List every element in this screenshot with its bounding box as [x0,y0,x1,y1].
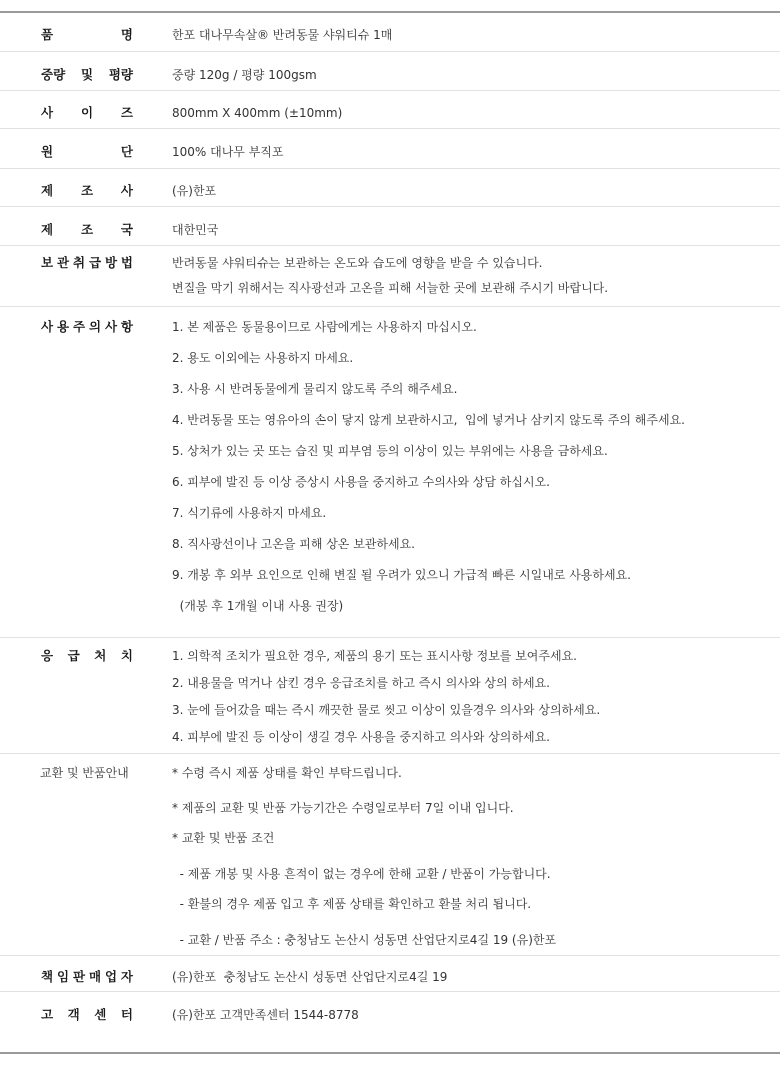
spec-label-char: 응 [41,647,54,663]
spec-value-cell [172,991,780,1030]
spec-label [41,68,133,82]
spec-label-char: 조 [80,182,94,198]
product-spec-table [0,13,780,1030]
spec-row [0,206,780,245]
spec-label-char: 매 [88,968,102,984]
spec-label-char: 즈 [120,104,133,120]
spec-row [0,168,780,206]
spec-value-cell [172,306,780,637]
spec-value-cell [172,168,780,206]
spec-label-char: 단 [120,143,133,159]
spec-value-line: 한포 대나무속살® 반려동물 샤워티슈 1매 [172,28,393,42]
spec-value-line: * 수령 즉시 제품 상태를 확인 부탁드립니다. [172,765,402,780]
spec-value-cell [172,206,780,245]
spec-value-line: 중량 120g / 평량 100gsm [172,67,317,82]
spec-label-cell [0,13,172,51]
spec-label-char: 임 [56,968,70,984]
bottom-divider [0,1052,780,1054]
spec-label [41,649,133,663]
spec-label-char: 주 [72,318,86,334]
spec-value-line: 7. 식기류에 사용하지 마세요. [172,505,327,520]
spec-label-char: 사 [41,104,54,120]
spec-value-line: 2. 용도 이외에는 사용하지 마세요. [172,350,354,365]
spec-value-line: 8. 직사광선이나 고온을 피해 상온 보관하세요. [172,536,415,551]
spec-value-line: 반려동물 샤워티슈는 보관하는 온도와 습도에 영향을 받을 수 있습니다. [172,255,543,270]
spec-label-char: 고 [41,1006,54,1022]
spec-row [0,306,780,637]
spec-label-char: 급 [67,647,80,663]
spec-label [41,145,133,159]
spec-row [0,753,780,955]
spec-label-char: 사 [104,318,118,334]
spec-label-char: 및 [80,66,94,82]
spec-label-cell [0,90,172,128]
spec-label-cell [0,128,172,168]
spec-value-line: * 교환 및 반품 조건 [172,830,275,845]
spec-value-line: (유)한포 [172,183,217,198]
spec-label-char: 판 [72,968,86,984]
spec-value-cell [172,245,780,306]
spec-label-cell [0,955,172,991]
spec-row [0,245,780,306]
spec-label-char: 제 [41,182,54,198]
spec-label-char: 방 [104,254,118,270]
spec-label [41,1008,133,1022]
spec-row [0,637,780,753]
spec-label [41,320,133,334]
spec-value-cell [172,955,780,991]
spec-label-cell [0,245,172,306]
spec-label-char: 원 [41,143,54,159]
spec-value-line: (유)한포 고객만족센터 1544-8778 [172,1007,359,1022]
spec-label-char: 객 [67,1006,80,1022]
spec-value-line: (유)한포 충청남도 논산시 성동면 산업단지로4길 19 [172,969,448,984]
spec-value-line: 1. 의학적 조치가 필요한 경우, 제품의 용기 또는 표시사항 정보를 보여주세요. [172,648,577,663]
spec-value-line: * 제품의 교환 및 반품 가능기간은 수령일로부터 7일 이내 입니다. [172,800,514,815]
spec-label [41,970,133,984]
spec-label-char: 용 [56,318,70,334]
spec-label-char: 명 [120,27,133,42]
spec-label-cell [0,753,172,955]
spec-label [41,223,133,237]
spec-value-cell [172,637,780,753]
spec-value-line: 6. 피부에 발진 등 이상 증상시 사용을 중지하고 수의사와 상담 하십시오. [172,474,550,489]
spec-value-line: 9. 개봉 후 외부 요인으로 인해 변질 될 우려가 있으니 가급적 빠른 시일내로 사용하세요. [172,567,631,582]
spec-label [41,28,133,42]
spec-value-line: 3. 눈에 들어갔을 때는 즉시 깨끗한 물로 씻고 이상이 있을경우 의사와 상의하세요. [172,702,601,717]
spec-label-char: 관 [56,254,70,270]
spec-value-cell [172,753,780,955]
spec-label [41,256,133,270]
spec-value-line: 3. 사용 시 반려동물에게 물리지 않도록 주의 해주세요. [172,381,458,396]
spec-label-char: 터 [120,1006,133,1022]
spec-label-char: 업 [104,968,118,984]
spec-label-char: 책 [41,968,54,984]
spec-label-char: 취 [72,254,86,270]
spec-row [0,90,780,128]
spec-label: 교환 및 반품안내 [40,765,129,780]
spec-label-char: 이 [80,104,94,120]
spec-label-char: 조 [80,221,94,237]
spec-value-cell [172,13,780,51]
spec-label [41,184,133,198]
spec-label-char: 사 [120,182,133,198]
spec-value-cell [172,51,780,90]
spec-label-char: 사 [41,318,54,334]
spec-value-line: 4. 반려동물 또는 영유아의 손이 닿지 않게 보관하시고, 입에 넣거나 삼키지 않도록 주의 해주세요. [172,412,685,427]
spec-label-char: 급 [88,254,102,270]
spec-label-char: 의 [88,318,102,334]
spec-label-char: 보 [41,254,54,270]
spec-label [41,106,133,120]
spec-label-cell [0,51,172,90]
spec-value-line: 대한민국 [172,222,219,237]
spec-row [0,128,780,168]
spec-label-char: 중량 [41,66,66,82]
spec-label-char: 센 [94,1006,107,1022]
spec-value-cell [172,128,780,168]
spec-value-line: - 교환 / 반품 주소 : 충청남도 논산시 성동면 산업단지로4길 19 (유)한포 [172,932,557,947]
spec-row [0,51,780,90]
spec-label-char: 항 [120,318,133,334]
spec-label-char: 품 [41,27,54,42]
spec-row [0,13,780,51]
spec-label-cell [0,991,172,1030]
spec-value-line: - 제품 개봉 및 사용 흔적이 없는 경우에 한해 교환 / 반품이 가능합니다. [172,866,551,881]
spec-value-line: (개봉 후 1개월 이내 사용 권장) [172,598,344,613]
spec-label-cell [0,306,172,637]
spec-value-line: 5. 상처가 있는 곳 또는 습진 및 피부염 등의 이상이 있는 부위에는 사용을 금하세요. [172,443,608,458]
spec-value-line: 100% 대나무 부직포 [172,144,284,159]
spec-value-line: - 환불의 경우 제품 입고 후 제품 상태를 확인하고 환불 처리 됩니다. [172,896,532,911]
spec-row [0,991,780,1030]
spec-value-line: 1. 본 제품은 동물용이므로 사람에게는 사용하지 마십시오. [172,319,477,334]
spec-label-char: 자 [120,968,133,984]
spec-label-cell [0,637,172,753]
spec-label-cell [0,206,172,245]
spec-label-cell [0,168,172,206]
spec-label-char: 국 [120,221,133,237]
spec-value-line: 800mm X 400mm (±10mm) [172,105,343,120]
spec-label-char: 치 [120,647,133,663]
spec-label-char: 법 [120,254,133,270]
spec-label-char: 처 [94,647,107,663]
spec-value-line: 변질을 막기 위해서는 직사광선과 고온을 피해 서늘한 곳에 보관해 주시기 바랍니다. [172,280,609,295]
spec-value-line: 4. 피부에 발진 등 이상이 생길 경우 사용을 중지하고 의사와 상의하세요. [172,729,550,744]
spec-label-char: 평량 [108,66,133,82]
spec-row [0,955,780,991]
spec-label-char: 제 [41,221,54,237]
spec-value-cell [172,90,780,128]
spec-value-line: 2. 내용물을 먹거나 삼킨 경우 응급조치를 하고 즉시 의사와 상의 하세요. [172,675,550,690]
